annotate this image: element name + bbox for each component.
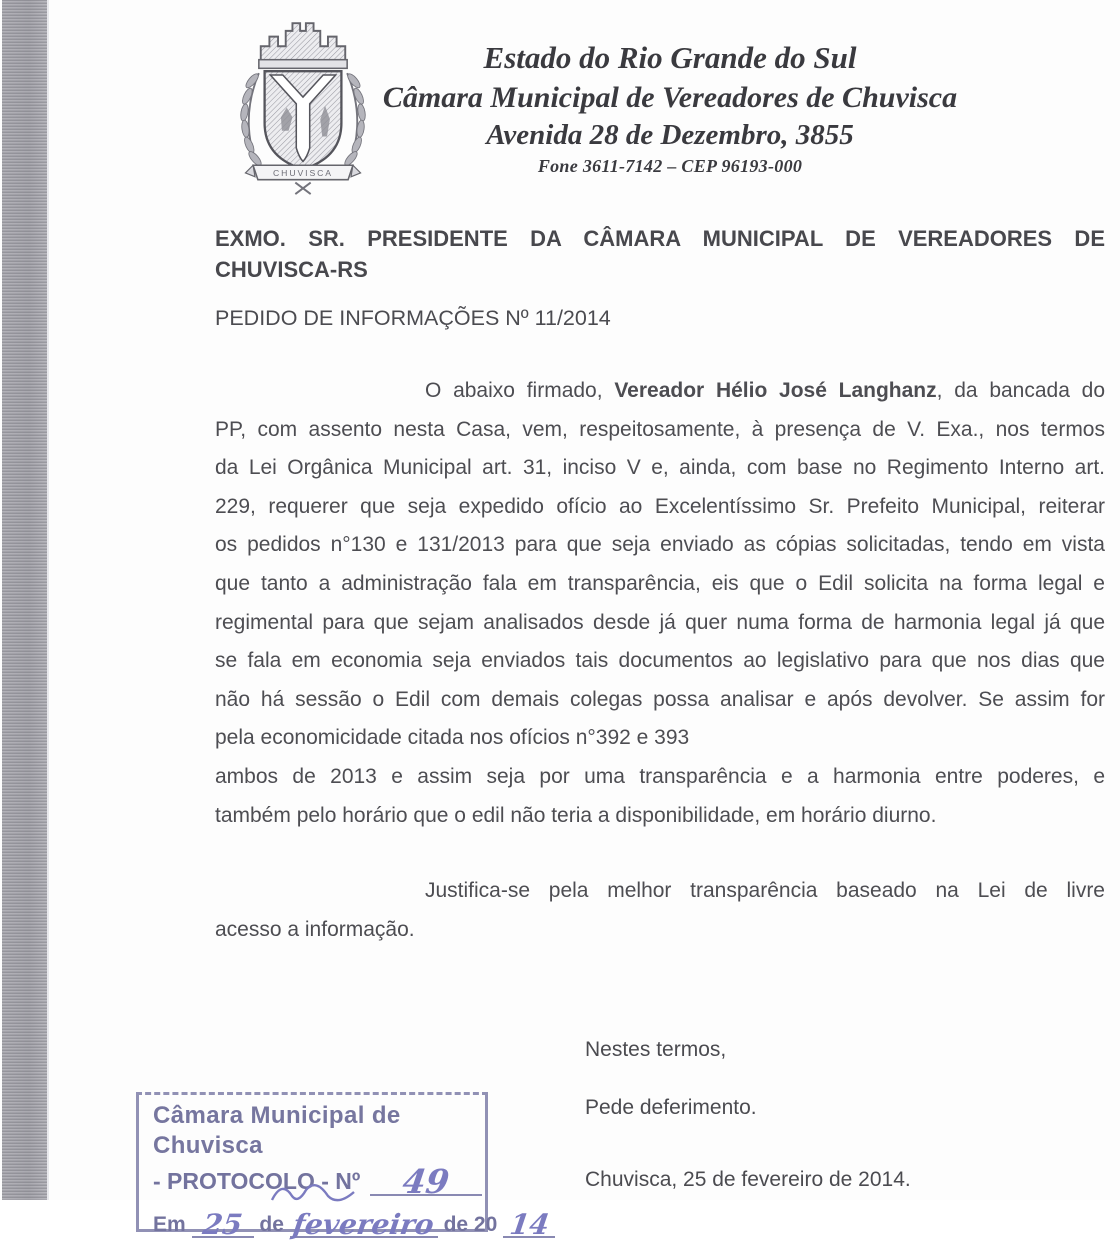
stamp-de20-label: de 20 [443, 1213, 498, 1236]
stamp-day-handwritten: 25 [200, 1208, 245, 1241]
stamp-year-handwritten: 14 [507, 1208, 551, 1241]
crest-banner-text: CHUVISCA [273, 167, 333, 178]
letterhead-phone-line: Fone 3611-7142 – CEP 96193-000 [537, 156, 803, 176]
closing-terms: Nestes termos, [585, 1038, 727, 1061]
closing-dateline: Chuvisca, 25 de fevereiro de 2014. [585, 1168, 911, 1191]
letterhead-org-line: Câmara Municipal de Vereadores de Chuvisca [382, 81, 958, 114]
stamp-month-handwritten: fevereiro [291, 1208, 437, 1241]
subject-line: PEDIDO DE INFORMAÇÕES Nº 11/2014 [215, 306, 611, 330]
body-line: ambos de 2013 e assim seja por uma transparência e a harmonia entre poderes, e [215, 764, 1105, 788]
body-line: também pelo horário que o edil não teria a disponibilidade, em horário diurno. [215, 803, 937, 827]
body-line: 229, requerer que seja expedido ofício ao Excelentíssimo Sr. Prefeito Municipal, reiterar [215, 494, 1105, 518]
letterhead [340, 38, 1000, 179]
justification-line-2: acesso a informação. [215, 917, 415, 941]
body-line1-pre: O abaixo firmado, [425, 379, 615, 402]
addressee-line-2: CHUVISCA-RS [215, 257, 368, 282]
letterhead-state-line: Estado do Rio Grande do Sul [483, 40, 857, 75]
addressee-block [215, 223, 1105, 285]
body-line: regimental para que sejam analisados desde já quer numa forma de harmonia legal já que [215, 610, 1105, 634]
body-line1-post: , da bancada do [936, 379, 1105, 402]
stamp-date-row [153, 1208, 551, 1241]
body-line: se fala em economia seja enviados tais documentos ao legislativo para que nos dias que [215, 649, 1105, 673]
justification-paragraph [215, 872, 1105, 949]
stamp-year-slot [503, 1208, 555, 1241]
body-paragraph [215, 372, 1105, 835]
body-line: que tanto a administração fala em transparência, eis que o Edil solicita na forma legal e [215, 571, 1105, 595]
body-line [215, 372, 1105, 411]
body-line: pela economicidade citada nos ofícios n°392 e 393 [215, 726, 690, 750]
stamp-day-slot [192, 1208, 254, 1241]
body-line: os pedidos n°130 e 131/2013 para que seja enviado as cópias solicitadas, tendo em vista [215, 533, 1105, 557]
body-line: não há sessão o Edil com demais colegas possa analisar e após devolver. Se assim for [215, 687, 1105, 711]
body-line: PP, com assento nesta Casa, vem, respeitosamente, à presença de V. Exa., nos termos [215, 417, 1105, 441]
stamp-em-label: Em [153, 1213, 186, 1236]
scanner-edge-artifact [2, 0, 49, 1200]
stamp-protocol-number-handwritten: 49 [400, 1162, 453, 1201]
signature-stroke-hint [268, 1186, 358, 1205]
stamp-protocol-number-slot [370, 1161, 482, 1201]
justification-line-1: Justifica-se pela melhor transparência baseado na Lei de livre [425, 879, 1105, 902]
stamp-protocol-label: - PROTOCOLO - Nº [153, 1168, 361, 1194]
addressee-line-1: EXMO. SR. PRESIDENTE DA CÂMARA MUNICIPAL DE VEREADORES DE [215, 226, 1105, 251]
protocol-stamp [136, 1092, 551, 1241]
stamp-de-label: de [259, 1213, 284, 1236]
stamp-org-line: Câmara Municipal de Chuvisca [153, 1102, 401, 1159]
letterhead-address-line: Avenida 28 de Dezembro, 3855 [486, 119, 854, 151]
body-line: da Lei Orgânica Municipal art. 31, inciso V e, ainda, com base no Regimento Interno art. [215, 456, 1105, 480]
closing-plea: Pede deferimento. [585, 1096, 757, 1119]
stamp-month-slot [290, 1208, 438, 1241]
body-line1-author-name: Vereador Hélio José Langhanz [614, 379, 937, 402]
